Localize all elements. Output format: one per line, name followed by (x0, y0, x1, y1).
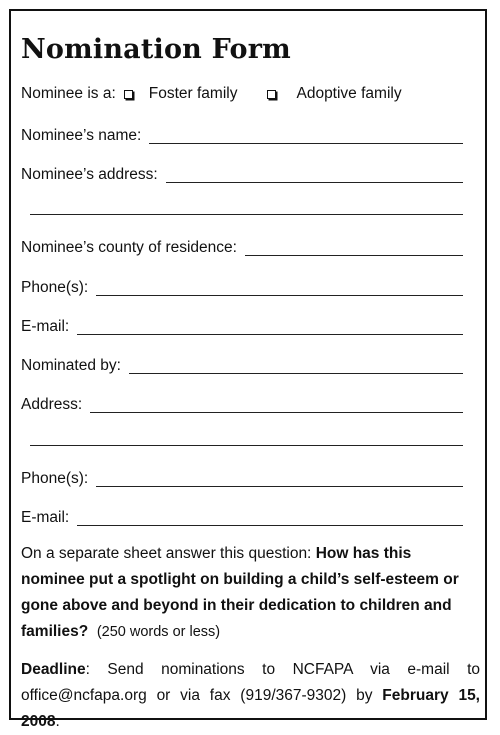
adoptive-family-checkbox[interactable] (267, 90, 276, 99)
nominee-type-row (21, 85, 402, 103)
nominee-address-label: Nominee’s address: (21, 166, 158, 183)
nominator-address-field-line2[interactable] (30, 445, 463, 446)
foster-family-checkbox[interactable] (124, 90, 133, 99)
nominee-county-row (21, 237, 463, 257)
nominee-phone-field[interactable] (96, 295, 463, 296)
nominator-email-row (21, 507, 463, 527)
nominee-phone-row (21, 277, 463, 297)
essay-question (21, 541, 476, 645)
nominee-county-label: Nominee’s county of residence: (21, 239, 237, 256)
nominee-email-row (21, 316, 463, 336)
nominee-name-field[interactable] (149, 143, 463, 144)
nominated-by-row (21, 355, 463, 375)
nominator-phone-label: Phone(s): (21, 470, 89, 487)
question-intro: On a separate sheet answer this question: (21, 545, 316, 562)
foster-family-label: Foster family (148, 85, 238, 102)
nominated-by-field[interactable] (129, 373, 463, 374)
nominee-address-row (21, 164, 463, 184)
nominator-email-field[interactable] (77, 525, 463, 526)
deadline-date: February 15, 2008 (21, 687, 480, 730)
nominator-address-field[interactable] (90, 412, 463, 413)
nominee-phone-label: Phone(s): (21, 279, 89, 296)
nominator-address-label: Address: (21, 396, 83, 413)
deadline-text: : Send nominations to NCFAPA via e-mail to office@ncfapa.org or via fax (919/367-9302) by (21, 661, 480, 704)
deadline-end: . (55, 713, 60, 730)
deadline-note (21, 657, 480, 735)
nominee-email-field[interactable] (77, 334, 463, 335)
adoptive-family-label: Adoptive family (296, 85, 402, 102)
deadline-label: Deadline (21, 661, 86, 678)
nominee-name-label: Nominee’s name: (21, 127, 142, 144)
nominee-county-field[interactable] (245, 255, 463, 256)
nominator-phone-row (21, 468, 463, 488)
nominee-name-row (21, 125, 463, 145)
nominee-address-field[interactable] (166, 182, 463, 183)
question-word-limit: (250 words or less) (96, 624, 221, 640)
nominated-by-label: Nominated by: (21, 357, 121, 374)
form-title: Nomination Form (21, 34, 291, 65)
nominee-address-field-line2[interactable] (30, 214, 463, 215)
nominator-email-label: E-mail: (21, 509, 70, 526)
nominee-email-label: E-mail: (21, 318, 70, 335)
question-text: How has this nominee put a spotlight on building a child’s self-esteem or gone above and beyond in their dedication to children and families? (21, 545, 459, 640)
nominator-phone-field[interactable] (96, 486, 463, 487)
nominator-address-row (21, 394, 463, 414)
nominee-type-label: Nominee is a: (21, 85, 116, 102)
